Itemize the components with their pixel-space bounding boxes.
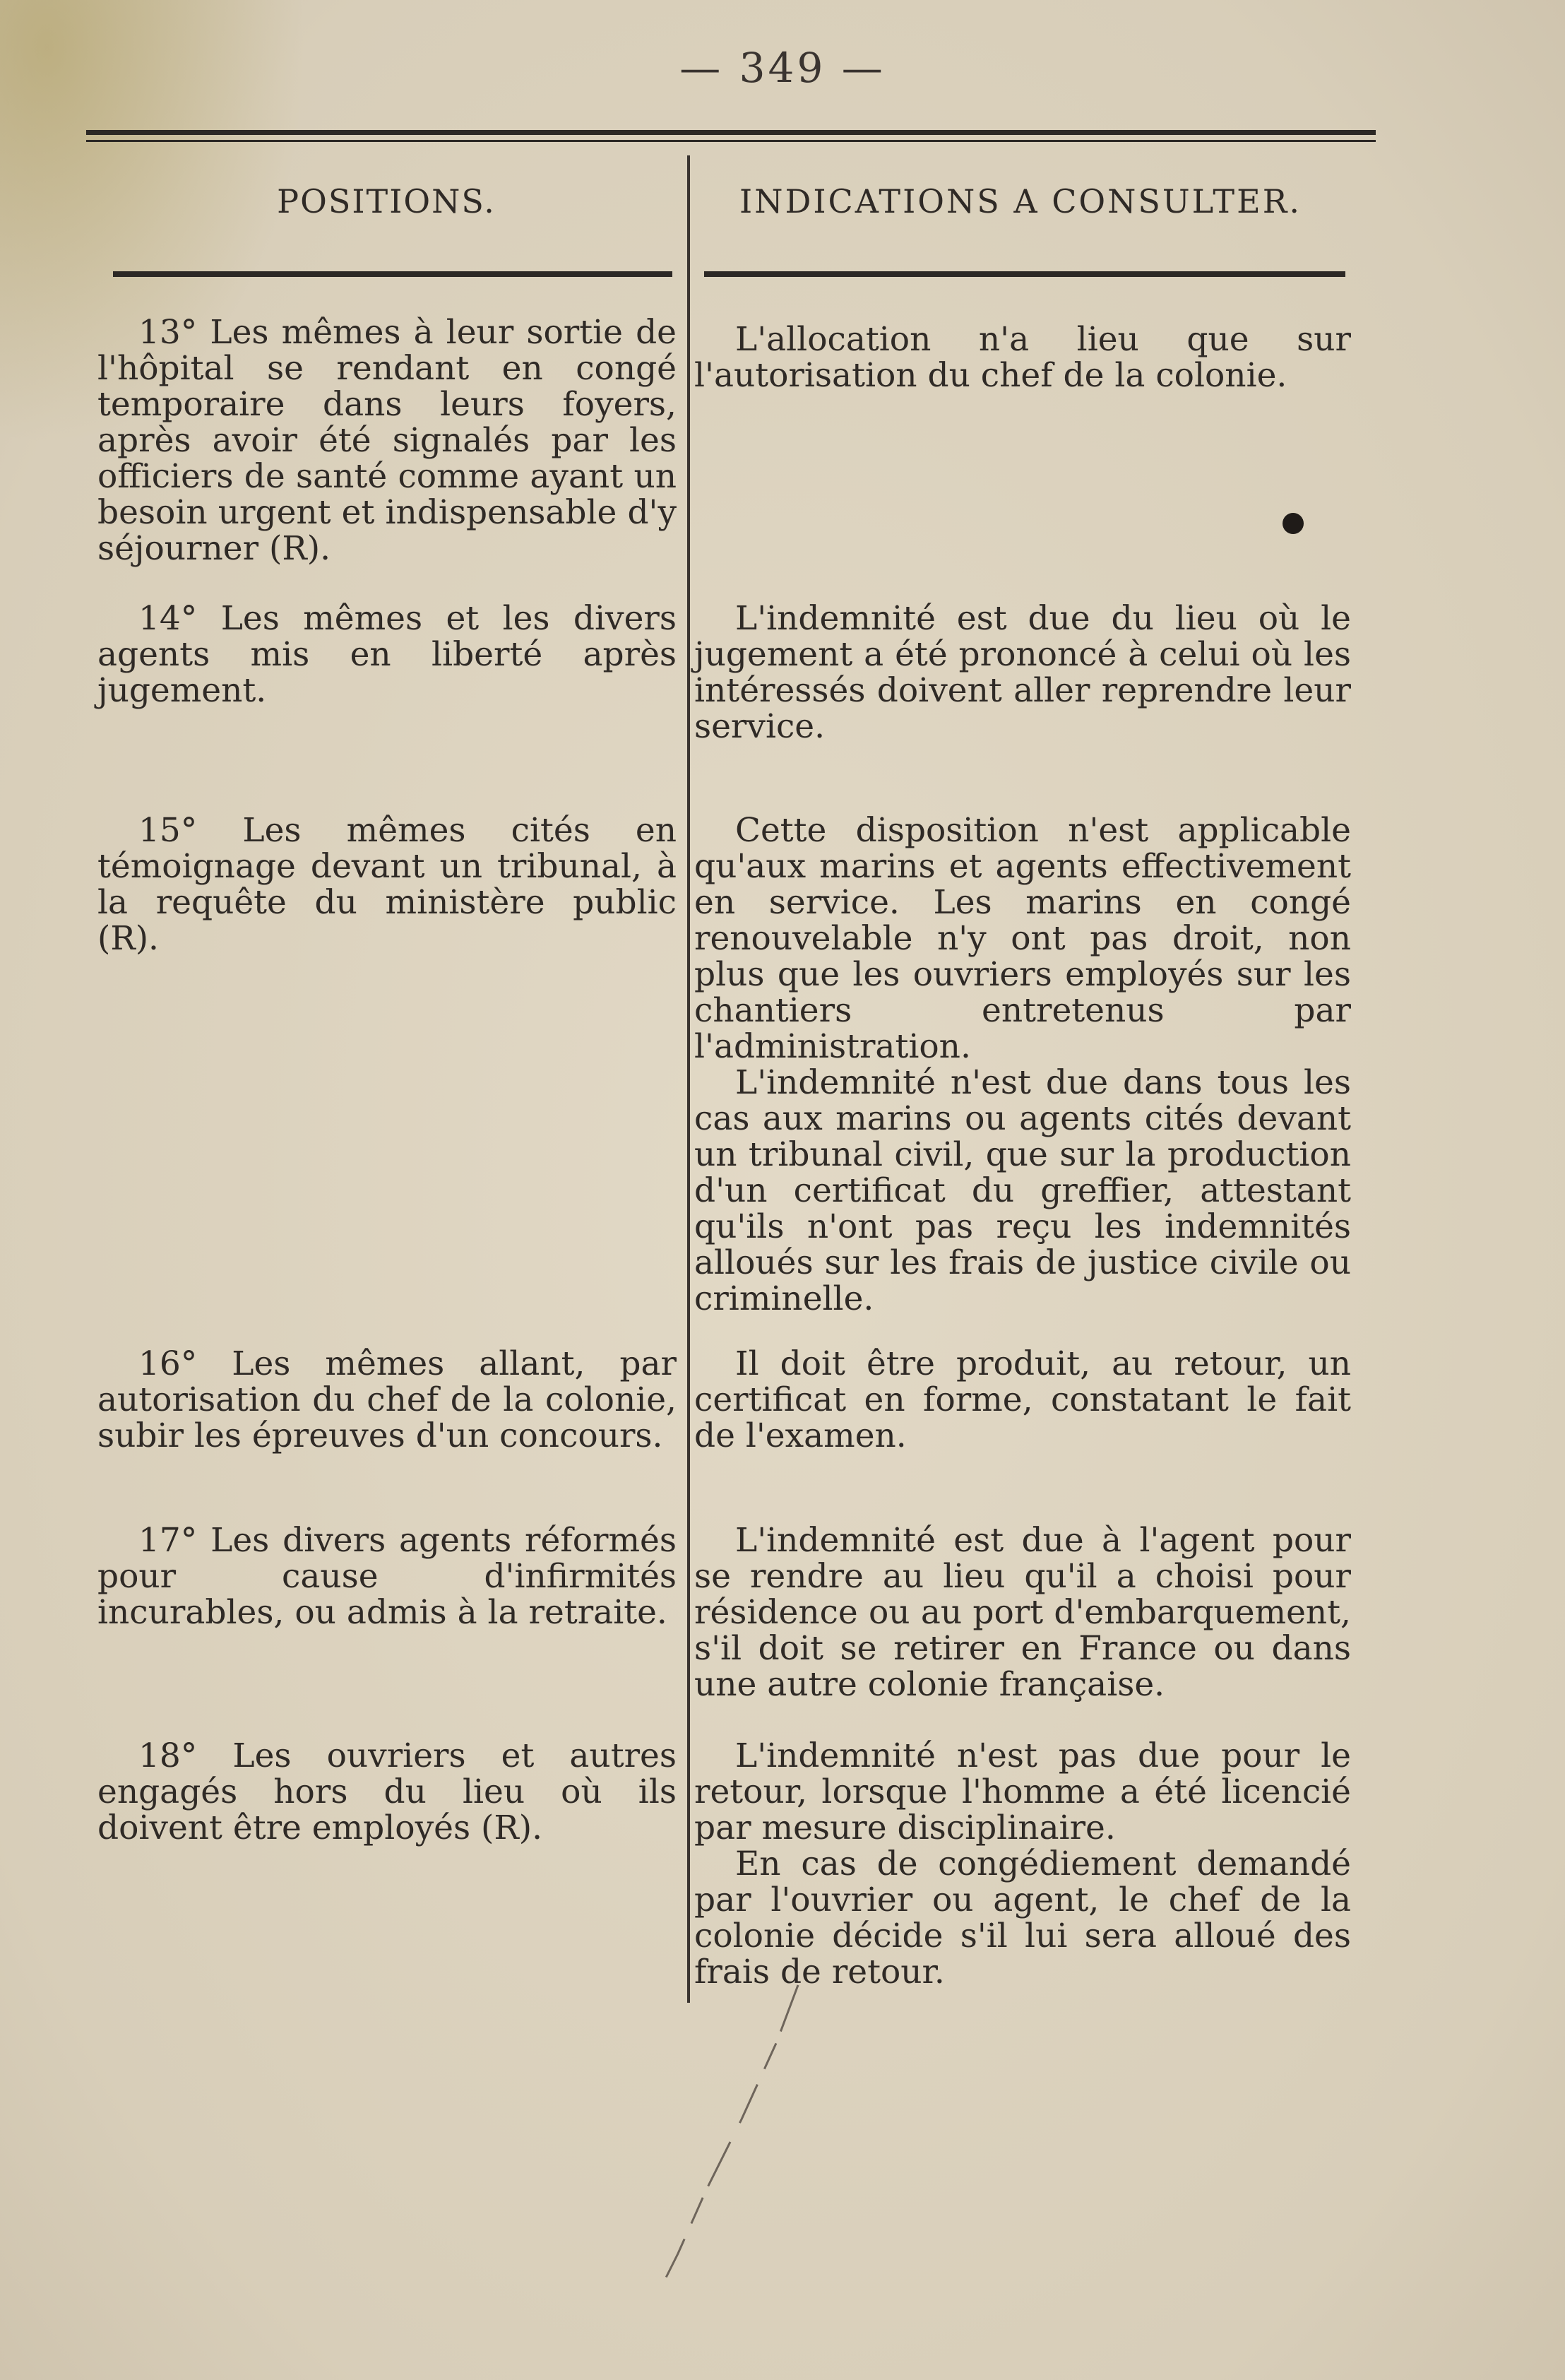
indication-14 (694, 600, 1351, 745)
paper-crack-mark (636, 1978, 847, 2303)
indication-16 (694, 1346, 1351, 1454)
position-18-text: 18° Les ouvriers et autres engagés hors du lieu où ils doivent être employés (R). (97, 1736, 677, 1847)
indication-16-text: Il doit être produit, au retour, un certificat en forme, constatant le fait de l'examen. (694, 1344, 1351, 1455)
position-13-text: 13° Les mêmes à leur sortie de l'hôpital se rendant en congé temporaire dans leurs foyers, après avoir été signalés par les officiers de santé comme ayant un besoin urgent et indispensable d'y séjourner (R). (97, 313, 677, 568)
position-13 (97, 314, 677, 567)
position-15-text: 15° Les mêmes cités en témoignage devant un tribunal, à la requête du ministère public (R). (97, 811, 677, 958)
position-17-text: 17° Les divers agents réformés pour cause d'infirmités incurables, ou admis à la retraite. (97, 1521, 677, 1632)
indication-13 (694, 321, 1351, 393)
column-divider (687, 155, 690, 2003)
position-17 (97, 1522, 677, 1630)
position-16 (97, 1346, 677, 1454)
indication-18-text-1: L'indemnité n'est pas due pour le retour, lorsque l'homme a été licencié par mesure disciplinaire. (694, 1736, 1351, 1847)
indication-17 (694, 1522, 1351, 1703)
top-rule-thick (86, 130, 1376, 135)
indication-14-text: L'indemnité est due du lieu où le jugement a été prononcé à celui où les intéressés doivent aller reprendre leur service. (694, 599, 1351, 746)
position-14-text: 14° Les mêmes et les divers agents mis en liberté après jugement. (97, 599, 677, 710)
header-rule-left (113, 271, 672, 277)
indication-15 (694, 812, 1351, 1317)
indication-18-text-2: En cas de congédiement demandé par l'ouvrier ou agent, le chef de la colonie décide s'il lui sera alloué des frais de retour. (694, 1845, 1351, 1991)
position-14 (97, 600, 677, 709)
header-indications: INDICATIONS A CONSULTER. (739, 182, 1302, 220)
position-18 (97, 1738, 677, 1846)
position-15 (97, 812, 677, 957)
indication-17-text: L'indemnité est due à l'agent pour se rendre au lieu qu'il a choisi pour résidence ou au port d'embarquement, s'il doit se retirer en France ou dans une autre colonie française. (694, 1521, 1351, 1704)
ink-speck (1283, 513, 1304, 534)
header-positions: POSITIONS. (277, 182, 496, 220)
page-number: — 349 — (679, 44, 886, 92)
top-rule-thin (86, 140, 1376, 142)
indication-18 (694, 1738, 1351, 1990)
header-rule-right (704, 271, 1345, 277)
indication-15-text-2: L'indemnité n'est due dans tous les cas aux marins ou agents cités devant un tribunal civil, que sur la production d'un certificat du greffier, attestant qu'ils n'ont pas reçu les indemnités alloués sur les frais de justice civile ou criminelle. (694, 1063, 1351, 1318)
indication-15-text-1: Cette disposition n'est applicable qu'aux marins et agents effectivement en service. Les marins en congé renouvelable n'y ont pas droit, non plus que les ouvriers employés sur les chantiers entretenus par l'administration. (694, 811, 1351, 1066)
position-16-text: 16° Les mêmes allant, par autorisation du chef de la colonie, subir les épreuves d'un concours. (97, 1344, 677, 1455)
indication-13-text: L'allocation n'a lieu que sur l'autorisation du chef de la colonie. (694, 320, 1351, 395)
